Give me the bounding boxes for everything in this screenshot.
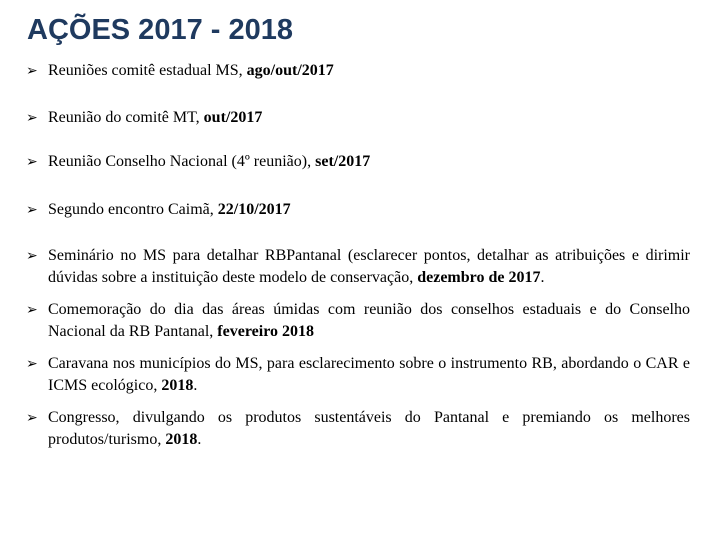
list-item [26, 353, 690, 397]
date-highlight: 22/10/2017 [217, 201, 291, 218]
list-item [26, 60, 690, 82]
list-item [26, 107, 690, 129]
arrow-bullet-icon: ➢ [26, 154, 38, 170]
date-highlight: 2018 [161, 377, 194, 394]
list-item-text: Reuniões comitê estadual MS, ago/out/2017 [48, 62, 334, 79]
list-item [26, 299, 690, 343]
list-item [26, 151, 690, 173]
arrow-bullet-icon: ➢ [26, 248, 38, 264]
arrow-bullet-icon: ➢ [26, 110, 38, 126]
date-highlight: dezembro de 2017 [417, 269, 541, 286]
date-highlight: ago/out/2017 [246, 62, 334, 79]
list-item-text: Seminário no MS para detalhar RBPantanal (esclarecer pontos, detalhar as atribuições e dirimir dúvidas sobre a instituição deste modelo de conservação, dezembro de 2017. [48, 247, 690, 286]
list-item-text: Segundo encontro Caimã, 22/10/2017 [48, 201, 291, 218]
list-item [26, 407, 690, 451]
date-highlight: fevereiro 2018 [217, 323, 314, 340]
slide-title: AÇÕES 2017 - 2018 [27, 14, 293, 46]
date-highlight: set/2017 [315, 153, 371, 170]
arrow-bullet-icon: ➢ [26, 302, 38, 318]
date-highlight: out/2017 [203, 109, 263, 126]
list-item-text: Caravana nos municípios do MS, para esclarecimento sobre o instrumento RB, abordando o CAR e ICMS ecológico, 2018. [48, 355, 690, 394]
list-item-text: Reunião Conselho Nacional (4º reunião), set/2017 [48, 153, 371, 170]
arrow-bullet-icon: ➢ [26, 63, 38, 79]
list-item [26, 245, 690, 289]
list-item-text: Comemoração do dia das áreas úmidas com reunião dos conselhos estaduais e do Conselho Nacional da RB Pantanal, fevereiro 2018 [48, 301, 690, 340]
list-item-text: Congresso, divulgando os produtos sustentáveis do Pantanal e premiando os melhores produtos/turismo, 2018. [48, 409, 690, 448]
list-item [26, 199, 690, 221]
date-highlight: 2018 [165, 431, 198, 448]
arrow-bullet-icon: ➢ [26, 202, 38, 218]
list-item-text: Reunião do comitê MT, out/2017 [48, 109, 263, 126]
arrow-bullet-icon: ➢ [26, 410, 38, 426]
arrow-bullet-icon: ➢ [26, 356, 38, 372]
